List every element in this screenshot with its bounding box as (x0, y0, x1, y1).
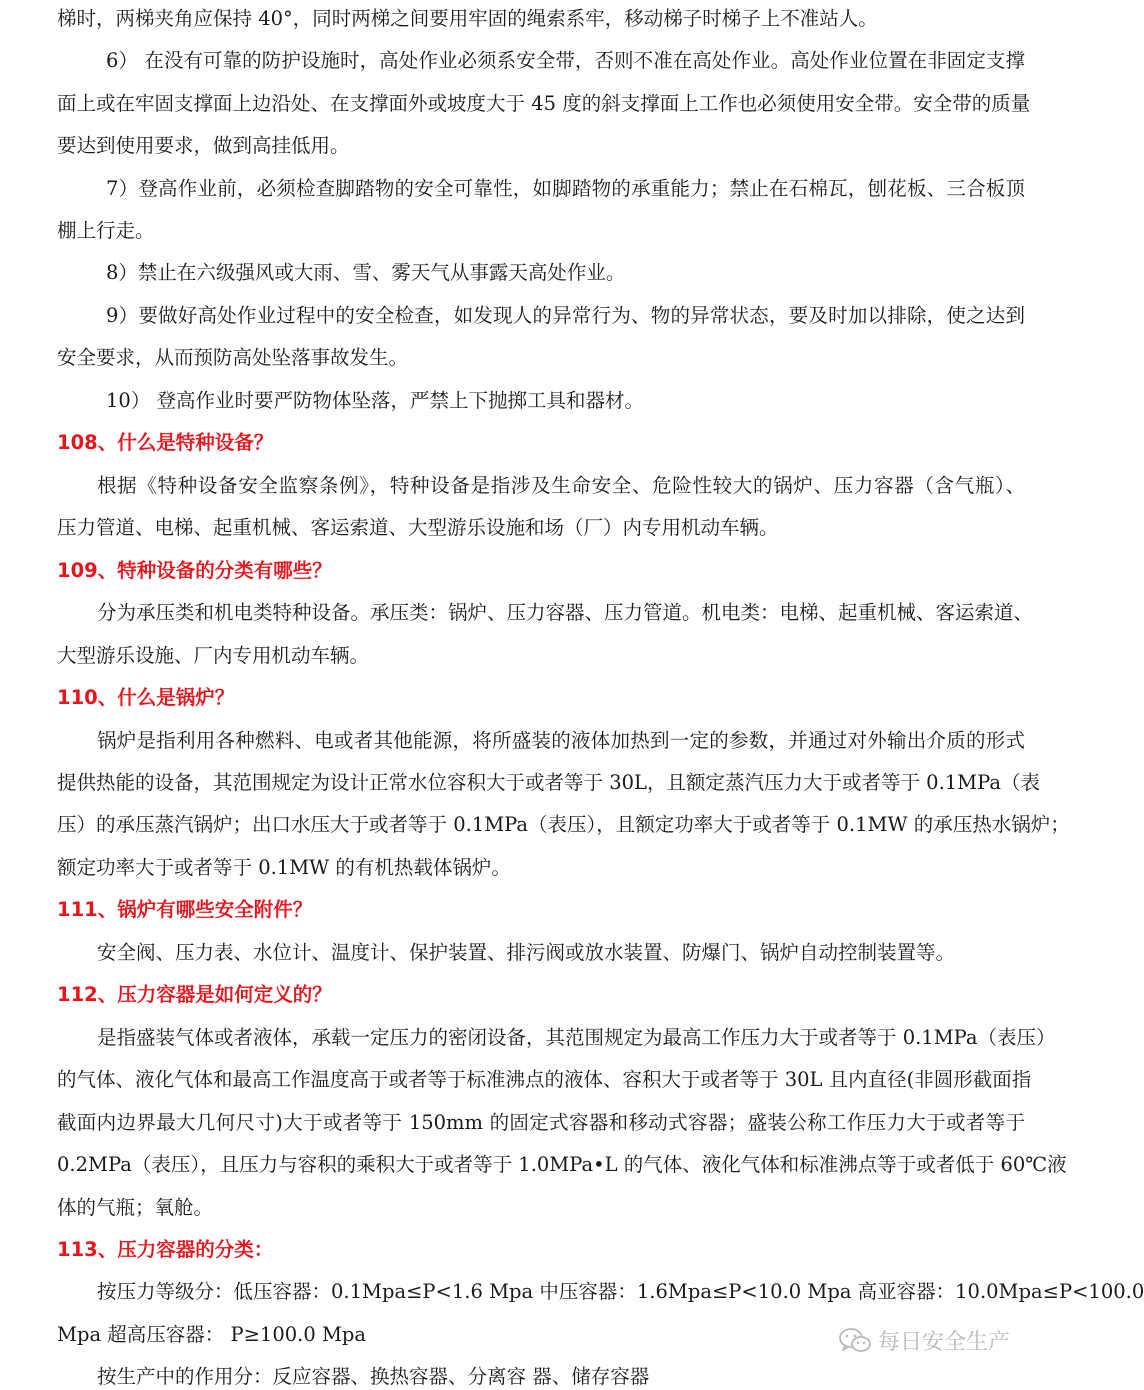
paragraph-line: 大型游乐设施、厂内专用机动车辆。 (57, 644, 370, 667)
section-heading-109: 109、特种设备的分类有哪些？ (57, 559, 332, 582)
paragraph-line: 额定功率大于或者等于 0.1MW 的有机热载体锅炉。 (57, 856, 511, 879)
section-heading-113: 113、压力容器的分类： (57, 1238, 274, 1261)
paragraph-line: 安全要求，从而预防高处坠落事故发生。 (57, 346, 409, 369)
paragraph-line: 按生产中的作用分：反应容器、换热容器、分离容 器、储存容器 (97, 1365, 650, 1388)
paragraph-line: 棚上行走。 (57, 219, 155, 242)
paragraph-line: 按压力等级分：低压容器：0.1Mpa≤P<1.6 Mpa 中压容器：1.6Mpa≤P<10.0 Mpa 高亚容器：10.0Mpa≤P<100.0 (97, 1280, 1144, 1303)
paragraph-line: 要达到使用要求，做到高挂低用。 (57, 134, 350, 157)
paragraph-line: 7）登高作业前，必须检查脚踏物的安全可靠性，如脚踏物的承重能力；禁止在石棉瓦，刨花板、三合板顶 (106, 177, 1025, 200)
paragraph-line: 截面内边界最大几何尺寸)大于或者等于 150mm 的固定式容器和移动式容器；盛装公称工作压力大于或者等于 (57, 1111, 1025, 1134)
paragraph-line: 是指盛装气体或者液体，承载一定压力的密闭设备，其范围规定为最高工作压力大于或者等于 0.1MPa（表压） (97, 1026, 1056, 1049)
paragraph-line: 压）的承压蒸汽锅炉；出口水压大于或者等于 0.1MPa（表压），且额定功率大于或者等于 0.1MW 的承压热水锅炉； (57, 813, 1070, 836)
paragraph-line: 锅炉是指利用各种燃料、电或者其他能源，将所盛装的液体加热到一定的参数，并通过对外输出介质的形式 (97, 729, 1025, 752)
paragraph-line: 梯时，两梯夹角应保持 40°，同时两梯之间要用牢固的绳索系牢，移动梯子时梯子上不准站人。 (57, 7, 878, 30)
section-heading-110: 110、什么是锅炉？ (57, 686, 235, 709)
paragraph-line: Mpa 超高压容器： P≥100.0 Mpa (57, 1323, 367, 1346)
section-heading-108: 108、什么是特种设备？ (57, 431, 274, 454)
paragraph-line: 提供热能的设备，其范围规定为设计正常水位容积大于或者等于 30L，且额定蒸汽压力大于或者等于 0.1MPa（表 (57, 771, 1041, 794)
watermark (838, 1325, 1010, 1356)
paragraph-line: 6） 在没有可靠的防护设施时，高处作业必须系安全带，否则不准在高处作业。高处作业位置在非固定支撑 (106, 49, 1025, 72)
section-heading-112: 112、压力容器是如何定义的？ (57, 983, 332, 1006)
paragraph-line: 9）要做好高处作业过程中的安全检查，如发现人的异常行为、物的异常状态，要及时加以排除，使之达到 (106, 304, 1025, 327)
section-heading-111: 111、锅炉有哪些安全附件？ (57, 898, 313, 921)
paragraph-line: 安全阀、压力表、水位计、温度计、保护装置、排污阀或放水装置、防爆门、锅炉自动控制装置等。 (97, 941, 956, 964)
paragraph-line: 根据《特种设备安全监察条例》，特种设备是指涉及生命安全、危险性较大的锅炉、压力容器（含气瓶）、 (97, 474, 1025, 497)
paragraph-line: 体的气瓶；氧舱。 (57, 1196, 214, 1219)
paragraph-line: 面上或在牢固支撑面上边沿处、在支撑面外或坡度大于 45 度的斜支撑面上工作也必须使用安全带。安全带的质量 (57, 92, 1031, 115)
paragraph-line: 压力管道、电梯、起重机械、客运索道、大型游乐设施和场（厂）内专用机动车辆。 (57, 516, 779, 539)
paragraph-line: 的气体、液化气体和最高工作温度高于或者等于标准沸点的液体、容积大于或者等于 30L 且内直径(非圆形截面指 (57, 1068, 1032, 1091)
wechat-icon (838, 1327, 872, 1355)
paragraph-line: 分为承压类和机电类特种设备。承压类：锅炉、压力容器、压力管道。机电类：电梯、起重机械、客运索道、 (97, 601, 1034, 624)
paragraph-line: 8）禁止在六级强风或大雨、雪、雾天气从事露天高处作业。 (106, 261, 626, 284)
paragraph-line: 0.2MPa（表压），且压力与容积的乘积大于或者等于 1.0MPa•L 的气体、液化气体和标准沸点等于或者低于 60℃液 (57, 1153, 1067, 1176)
paragraph-line: 10） 登高作业时要严防物体坠落，严禁上下抛掷工具和器材。 (106, 389, 645, 412)
watermark-text: 每日安全生产 (878, 1330, 1011, 1355)
